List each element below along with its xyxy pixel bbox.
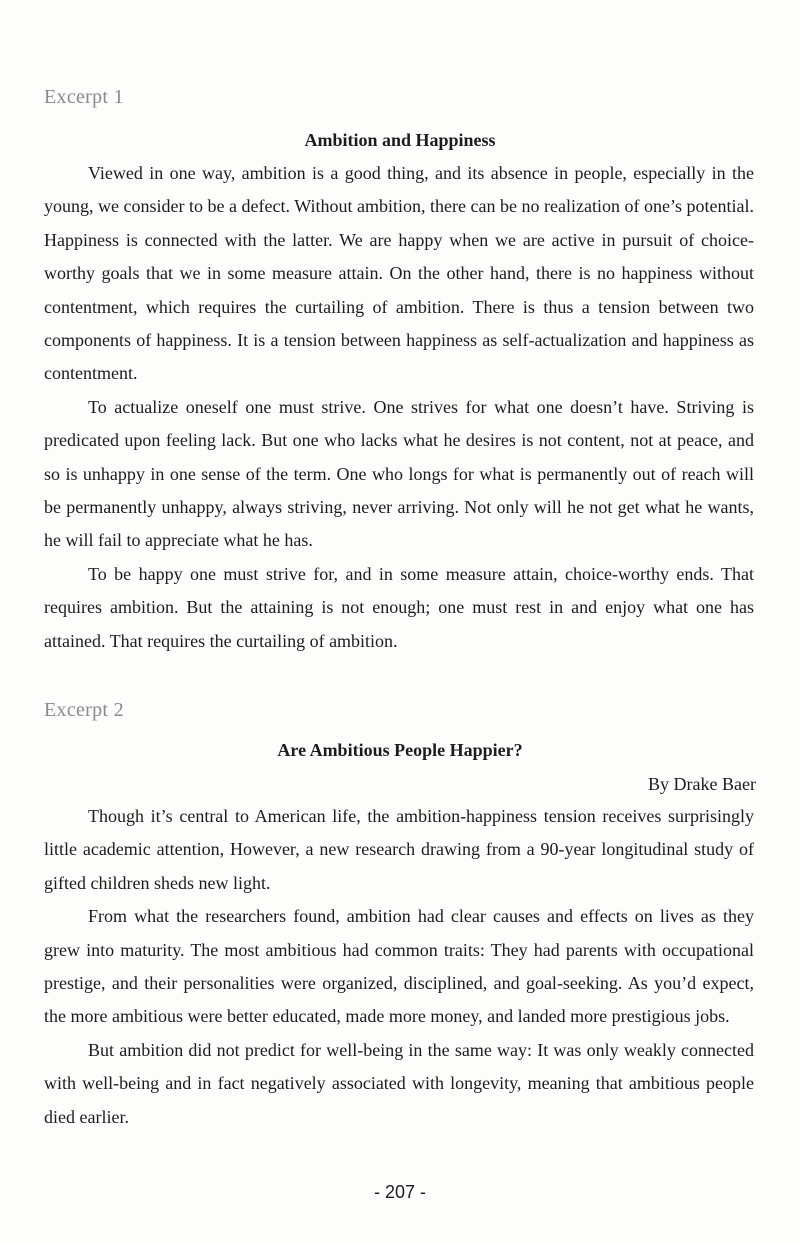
excerpt-1-body (44, 157, 754, 658)
paragraph: Though it’s central to American life, the ambition-happiness tension receives surprisingly little academic attention, However, a new research drawing from a 90-year longitudinal study of gifted children sheds new light. (44, 806, 754, 893)
paragraph: Viewed in one way, ambition is a good thing, and its absence in people, especially in the young, we consider to be a defect. Without ambition, there can be no realization of one’s potential. Happiness is connected with the latter. We are happy when we are active in pursuit of choice-worthy goals that we in some measure attain. On the other hand, there is no happiness without contentment, which requires the curtailing of ambition. There is thus a tension between two components of happiness. It is a tension between happiness as self-actualization and happiness as contentment. (44, 163, 754, 384)
author-byline: By Drake Baer (648, 774, 756, 794)
paragraph: But ambition did not predict for well-being in the same way: It was only weakly connected with well-being and in fact negatively associated with longevity, meaning that ambitious people died earlier. (44, 1039, 754, 1127)
excerpt-1-title: Ambition and Happiness (304, 130, 496, 150)
page-number: - 207 - (373, 1182, 427, 1202)
paragraph: To actualize oneself one must strive. One strives for what one doesn’t have. Striving is predicated upon feeling lack. But one who lacks what he desires is not content, not at peace, and so is unhappy in one sense of the term. One who longs for what is permanently out of reach will be permanently unhappy, always striving, never arriving. Not only will he not get what he wants, he will fail to appreciate what he has. (44, 396, 754, 551)
excerpt-1-label: Excerpt 1 (44, 86, 124, 108)
excerpt-2-body (44, 800, 754, 1134)
excerpt-2-label: Excerpt 2 (44, 699, 124, 721)
excerpt-2-title: Are Ambitious People Happier? (277, 740, 523, 760)
paragraph: To be happy one must strive for, and in some measure attain, choice-worthy ends. That requires ambition. But the attaining is not enough; one must rest in and enjoy what one has attained. That requires the curtailing of ambition. (44, 563, 754, 651)
paragraph: From what the researchers found, ambition had clear causes and effects on lives as they grew into maturity. The most ambitious had common traits: They had parents with occupational prestige, and their personalities were organized, disciplined, and goal-seeking. As you’d expect, the more ambitious were better educated, made more money, and landed more prestigious jobs. (44, 906, 754, 1027)
